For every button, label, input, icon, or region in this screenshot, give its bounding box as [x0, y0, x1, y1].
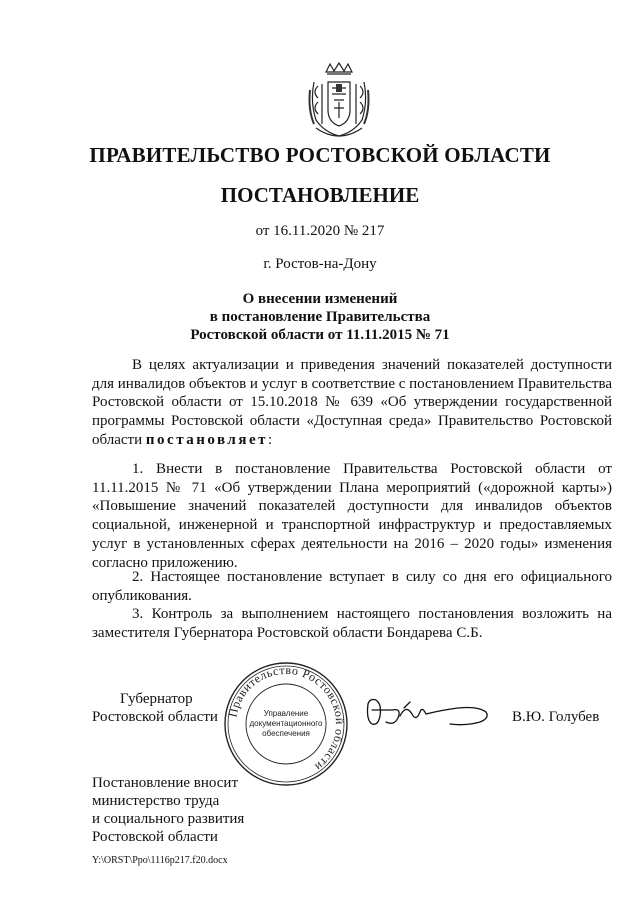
- document-date-number: от 16.11.2020 № 217: [255, 223, 385, 239]
- file-path: Y:\ORST\Ppo\1116p217.f20.docx: [92, 855, 228, 866]
- initiator-line: Постановление вносит: [92, 775, 239, 791]
- initiator-block: [92, 774, 244, 846]
- intro-text: В целях актуализации и приведения значений показателей доступности для инвалидов объектов и услуг в соответствие с постановлением Правительства Ростовской области от 15.10.2018 № 639 «Об утверждении государственной программы Ростовской области «Доступная среда» Правительство Ростовской области: [92, 357, 612, 448]
- document-subject: [0, 290, 640, 344]
- government-title: ПРАВИТЕЛЬСТВО РОСТОВСКОЙ ОБЛАСТИ: [89, 143, 551, 167]
- initiator-line: Ростовской области: [92, 829, 218, 845]
- stamp-center-text: Управление: [263, 709, 309, 718]
- official-stamp: [222, 660, 350, 788]
- stamp-center-text: документационного: [249, 719, 323, 728]
- coat-of-arms-emblem: [306, 62, 372, 144]
- handwritten-signature: [362, 690, 494, 734]
- document-type: ПОСТАНОВЛЕНИЕ: [220, 183, 420, 207]
- subject-line: в постановление Правительства: [209, 309, 431, 325]
- decree-item-1: 1. Внести в постановление Правительства Ростовской области от 11.11.2015 № 71 «Об утверждении Плана мероприятий («дорожной карты») «Повышение значений показателей доступности для инвалидов объектов социальной, инженерной и транспортной инфраструктур и предоставляемых услуг в установленных сферах деятельности на 2016 – 2020 годы» изменения согласно приложению.: [92, 461, 612, 571]
- decree-item-3: 3. Контроль за выполнением настоящего постановления возложить на заместителя Губернатора Ростовской области Бондарева С.Б.: [92, 606, 612, 641]
- initiator-line: и социального развития: [92, 811, 245, 827]
- intro-end: :: [268, 431, 273, 448]
- signatory-position: [92, 690, 218, 726]
- signatory-title: Губернатор: [120, 691, 193, 707]
- stamp-center-text: обеспечения: [262, 729, 310, 738]
- document-city: г. Ростов-на-Дону: [263, 256, 377, 272]
- signatory-name: В.Ю. Голубев: [512, 709, 600, 725]
- decree-item-2: 2. Настоящее постановление вступает в силу со дня его официального опубликования.: [92, 569, 612, 604]
- subject-line: О внесении изменений: [242, 291, 398, 307]
- subject-line: Ростовской области от 11.11.2015 № 71: [190, 327, 450, 343]
- decree-keyword: постановляет: [145, 431, 268, 448]
- intro-paragraph: [92, 356, 612, 450]
- signatory-region: Ростовской области: [92, 709, 218, 725]
- initiator-line: министерство труда: [92, 793, 220, 809]
- stamp-ring-text: Правительство Ростовской области: [225, 662, 348, 775]
